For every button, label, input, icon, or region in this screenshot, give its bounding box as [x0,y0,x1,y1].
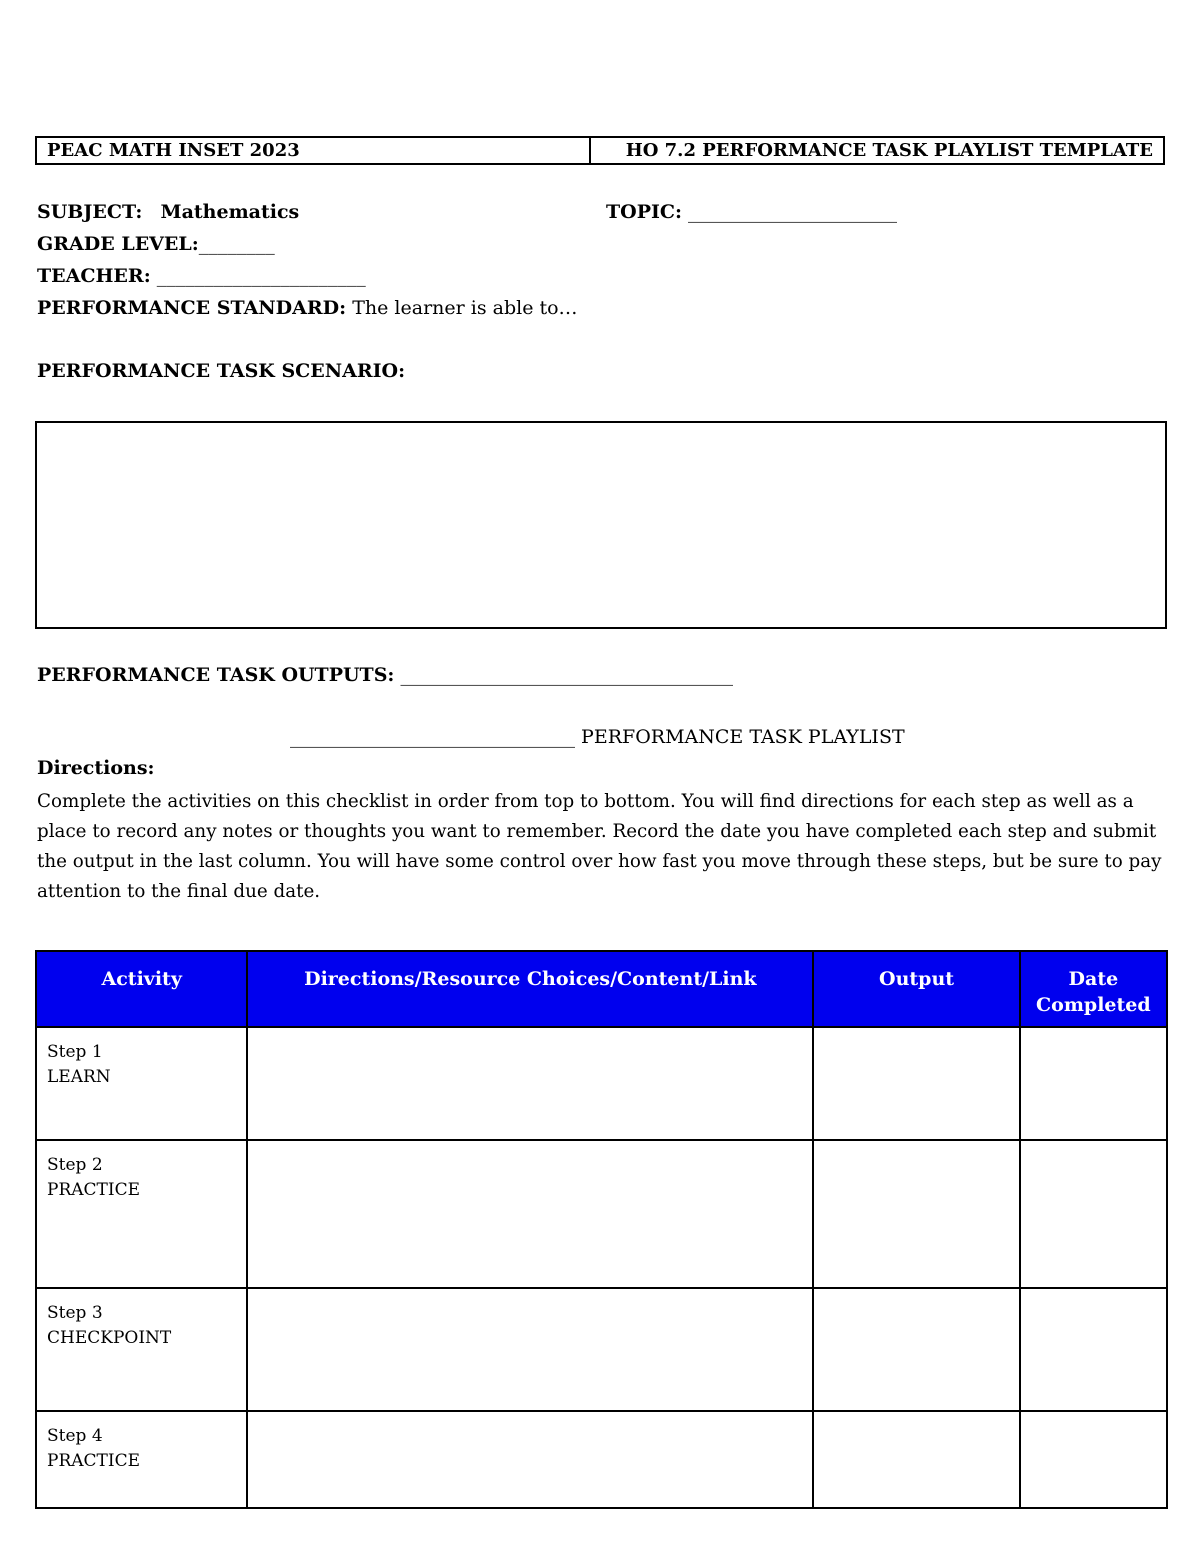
output-cell[interactable] [813,1140,1019,1288]
output-cell[interactable] [813,1027,1019,1140]
outputs-blank[interactable]: ___________________________________ [400,664,733,686]
col-header-date-completed: Date Completed [1020,951,1167,1027]
grade-level-blank[interactable]: ________ [198,233,275,255]
performance-standard-line [37,297,578,319]
header-doc-title: HO 7.2 PERFORMANCE TASK PLAYLIST TEMPLATE [625,140,1153,161]
grade-level-label: GRADE LEVEL: [37,233,199,255]
directions-heading: Directions: [37,757,155,779]
subject-value: Mathematics [160,201,300,223]
col-header-output: Output [813,951,1019,1027]
performance-standard-label: PERFORMANCE STANDARD: [37,297,347,319]
outputs-label: PERFORMANCE TASK OUTPUTS: [37,664,395,686]
directions-cell[interactable] [247,1288,813,1411]
teacher-line [37,265,366,287]
directions-cell[interactable] [247,1411,813,1508]
subject-line [37,201,299,223]
table-row [36,1140,1167,1288]
document-header [35,136,1165,165]
directions-text: Complete the activities on this checklist in order from top to bottom. You will find directions for each step as well as a place to record any notes or thoughts you want to remember. Record the date you have completed each step and submit the output in the last column. You will have some control over how fast you move through these steps, but be sure to pay attention to the final due date. [37,791,1162,902]
subject-label: SUBJECT: [37,201,143,223]
scenario-box[interactable] [35,421,1167,629]
step-name: CHECKPOINT [47,1328,172,1348]
playlist-title [290,726,905,748]
playlist-table [35,950,1168,1509]
activity-cell [36,1411,247,1508]
output-cell[interactable] [813,1288,1019,1411]
topic-blank[interactable]: ______________________ [688,201,898,223]
directions-cell[interactable] [247,1140,813,1288]
step-label: Step 4 [47,1426,103,1446]
table-header-row [36,951,1167,1027]
step-name: PRACTICE [47,1451,140,1471]
step-label: Step 2 [47,1155,103,1175]
output-cell[interactable] [813,1411,1019,1508]
activity-cell [36,1027,247,1140]
activity-cell [36,1140,247,1288]
topic-label: TOPIC: [606,201,682,223]
date-completed-cell[interactable] [1020,1288,1167,1411]
grade-level-line [37,233,275,255]
step-name: LEARN [47,1067,111,1087]
playlist-title-text: PERFORMANCE TASK PLAYLIST [581,726,905,748]
table-row [36,1027,1167,1140]
performance-standard-value: The learner is able to… [352,297,578,319]
col-header-activity: Activity [36,951,247,1027]
table-row [36,1411,1167,1508]
date-completed-cell[interactable] [1020,1411,1167,1508]
step-label: Step 1 [47,1042,103,1062]
playlist-title-blank[interactable]: ______________________________ [290,726,575,748]
header-org-title: PEAC MATH INSET 2023 [37,138,591,163]
step-label: Step 3 [47,1303,103,1323]
teacher-blank[interactable]: ______________________ [156,265,366,287]
teacher-label: TEACHER: [37,265,151,287]
topic-line [606,201,897,223]
date-completed-cell[interactable] [1020,1027,1167,1140]
directions-cell[interactable] [247,1027,813,1140]
date-completed-cell[interactable] [1020,1140,1167,1288]
table-row [36,1288,1167,1411]
col-header-directions: Directions/Resource Choices/Content/Link [247,951,813,1027]
activity-cell [36,1288,247,1411]
step-name: PRACTICE [47,1180,140,1200]
scenario-label: PERFORMANCE TASK SCENARIO: [37,360,406,382]
outputs-line [37,664,733,686]
